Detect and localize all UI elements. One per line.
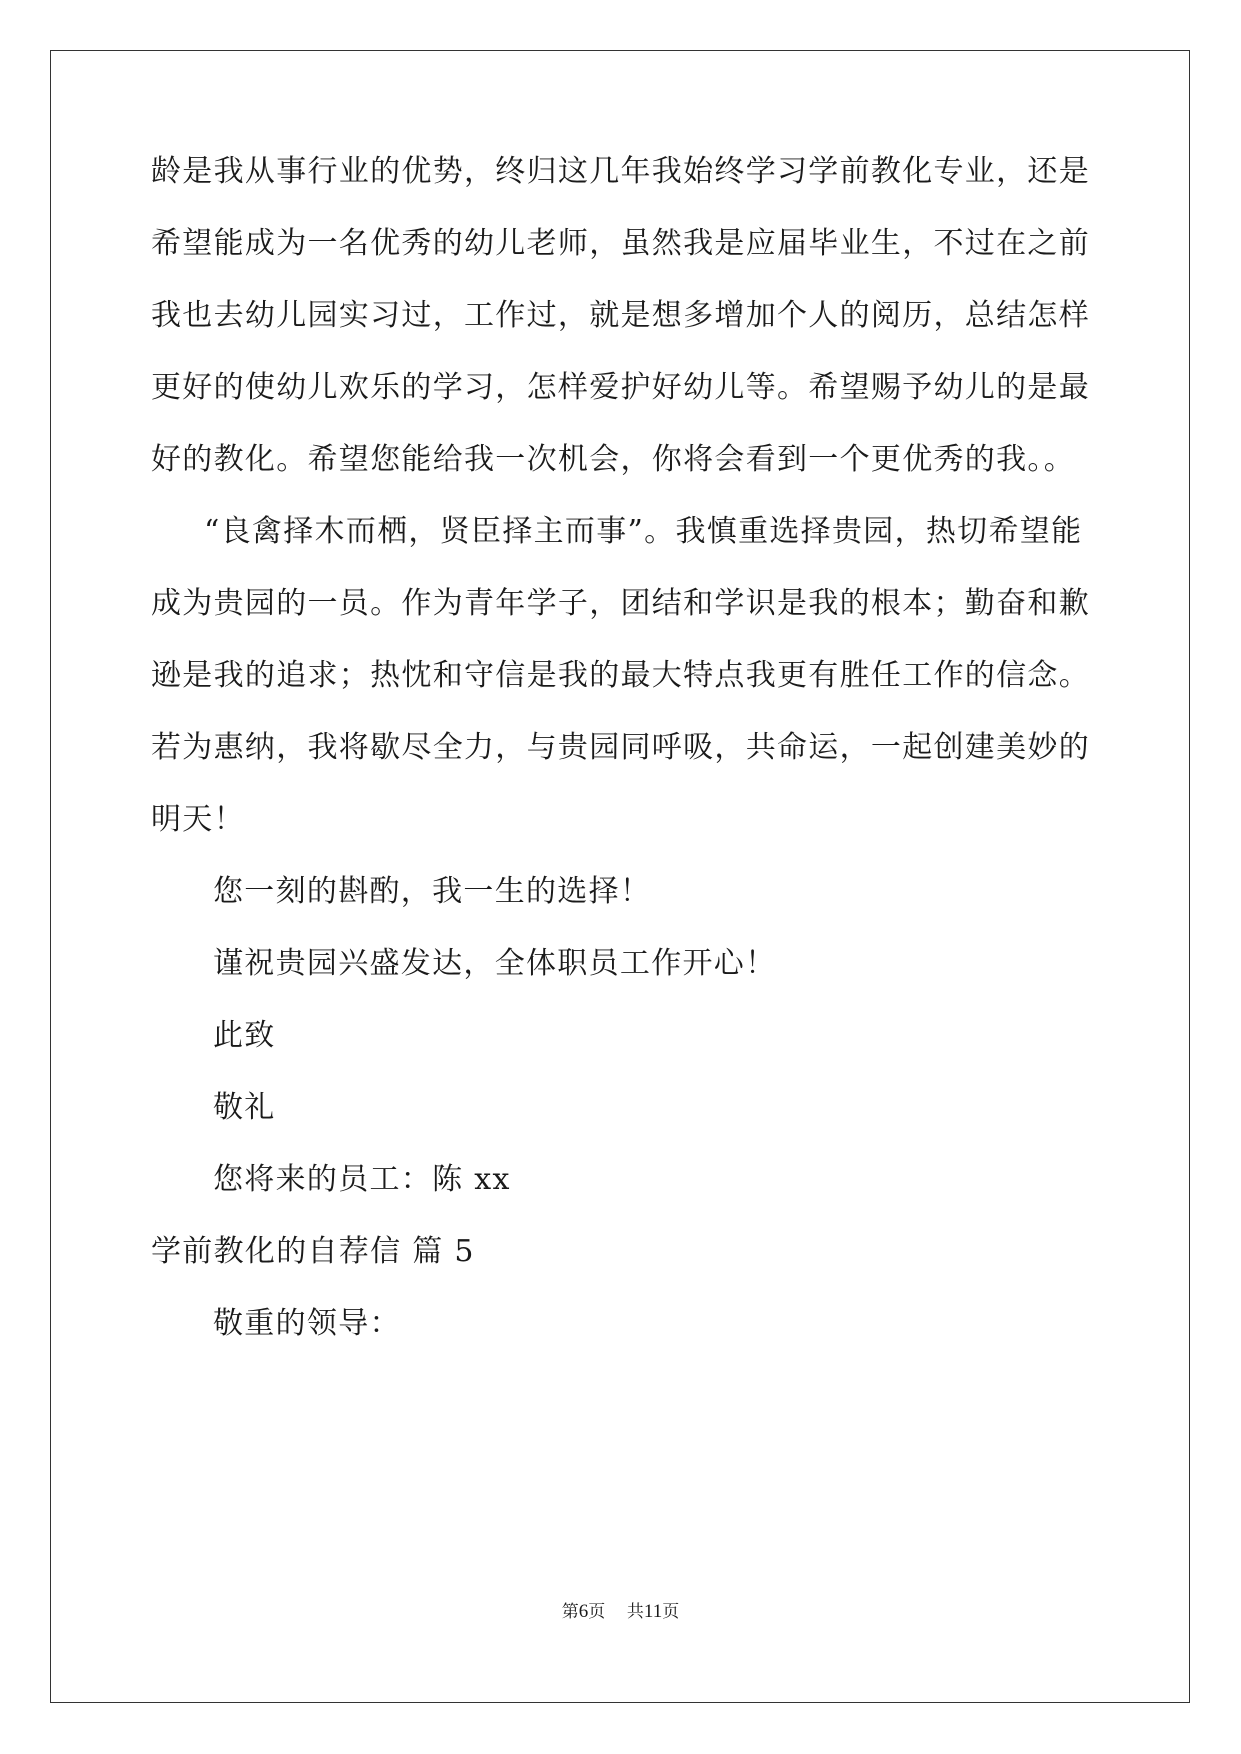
- signature-line: 您将来的员工：陈 xx: [213, 1162, 511, 1197]
- footer-total-suffix: 页: [662, 1602, 680, 1622]
- paragraph-line: 好的教化。希望您能给我一次机会，你将会看到一个更优秀的我。。: [151, 442, 1075, 477]
- paragraph-line: 成为贵园的一员。作为青年学子，团结和学识是我的根本；勤奋和歉: [151, 586, 1090, 621]
- paragraph-line: 逊是我的追求；热忱和守信是我的最大特点我更有胜任工作的信念。: [151, 658, 1090, 693]
- closing-salutation: 此致: [213, 1018, 276, 1053]
- closing-salutation: 敬礼: [213, 1090, 276, 1125]
- paragraph-line: “良禽择木而栖，贤臣择主而事”。我慎重选择贵园，热切希望能: [204, 514, 1083, 549]
- page-footer: [0, 1600, 1241, 1624]
- greeting-line: 敬重的领导：: [213, 1306, 401, 1341]
- footer-page-total: 11: [643, 1601, 663, 1622]
- footer-page-suffix: 页: [588, 1602, 606, 1622]
- paragraph-line: 若为惠纳，我将歇尽全力，与贵园同呼吸，共命运，一起创建美妙的: [151, 730, 1090, 765]
- footer-page-current: 6: [578, 1601, 589, 1622]
- paragraph-line: 谨祝贵园兴盛发达，全体职员工作开心！: [213, 946, 777, 981]
- section-heading: 学前教化的自荐信 篇 5: [151, 1234, 475, 1269]
- paragraph-line: 龄是我从事行业的优势，终归这几年我始终学习学前教化专业，还是: [151, 154, 1090, 189]
- footer-page-prefix: 第: [561, 1602, 579, 1622]
- footer-total-prefix: 共: [626, 1602, 644, 1622]
- paragraph-line: 我也去幼儿园实习过，工作过，就是想多增加个人的阅历，总结怎样: [151, 298, 1090, 333]
- paragraph-line: 希望能成为一名优秀的幼儿老师，虽然我是应届毕业生，不过在之前: [151, 226, 1090, 261]
- paragraph-line: 更好的使幼儿欢乐的学习，怎样爱护好幼儿等。希望赐予幼儿的是最: [151, 370, 1090, 405]
- paragraph-line: 明天！: [151, 802, 245, 837]
- paragraph-line: 您一刻的斟酌，我一生的选择！: [213, 874, 652, 909]
